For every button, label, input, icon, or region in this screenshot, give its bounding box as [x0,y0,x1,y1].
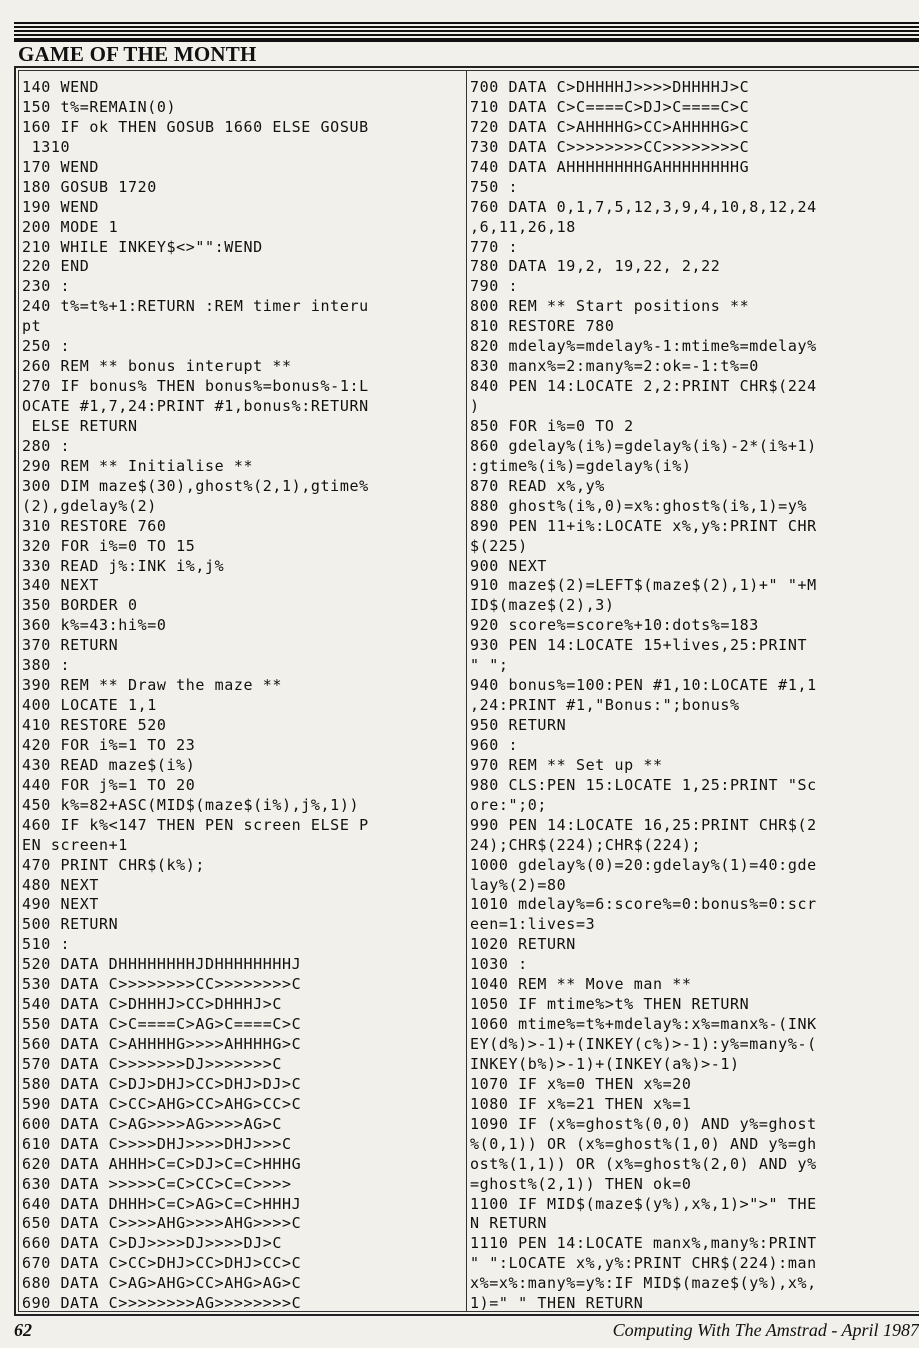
code-line: 580 DATA C>DJ>DHJ>CC>DHJ>DJ>C [22,1074,302,1093]
code-line: 470 PRINT CHR$(k%); [22,855,205,874]
code-line: 700 DATA C>DHHHHJ>>>>DHHHHJ>C [470,78,750,96]
code-line: 500 RETURN [22,915,119,934]
code-line: pt [22,317,42,336]
code-line: 430 READ maze$(i%) [22,755,196,774]
code-line: 970 REM ** Set up ** [470,755,663,774]
code-line: 480 NEXT [22,875,100,894]
code-line: 1080 IF x%=21 THEN x%=1 [470,1094,692,1113]
code-line: =ghost%(2,1)) THEN ok=0 [470,1174,692,1193]
code-line: 860 gdelay%(i%)=gdelay%(i%)-2*(i%+1) [470,436,817,455]
code-line: 190 WEND [22,197,100,216]
code-line: 350 BORDER 0 [22,596,138,615]
code-line: 960 : [470,735,519,754]
code-line: 490 NEXT [22,895,100,914]
code-line: 440 FOR j%=1 TO 20 [22,775,196,794]
code-line: 300 DIM maze$(30),ghost%(2,1),gtime% [22,476,369,495]
code-line: lay%(2)=80 [470,875,567,894]
code-listing-left [22,78,464,1314]
code-line: 560 DATA C>AHHHHG>>>>AHHHHG>C [22,1035,302,1053]
code-line: 390 REM ** Draw the maze ** [22,676,283,695]
code-line: 950 RETURN [470,716,567,734]
code-line: 1030 : [470,955,528,974]
code-line: 640 DATA DHHH>C=C>AG>C=C>HHHJ [22,1194,302,1213]
code-line: 1050 IF mtime%>t% THEN RETURN [470,995,750,1014]
code-line: x%=x%:many%=y%:IF MID$(maze$(y%),x%, [470,1274,817,1293]
code-line: 740 DATA AHHHHHHHHGAHHHHHHHHG [470,157,750,176]
code-line: 200 MODE 1 [22,217,119,236]
code-line: 230 : [22,277,71,296]
code-line: 820 mdelay%=mdelay%-1:mtime%=mdelay% [470,337,817,356]
code-line: 590 DATA C>CC>AHG>CC>AHG>CC>C [22,1094,302,1113]
code-line: ost%(1,1)) OR (x%=ghost%(2,0) AND y% [470,1154,817,1173]
code-line: 1040 REM ** Move man ** [470,975,692,994]
code-line: 830 manx%=2:many%=2:ok=-1:t%=0 [470,357,759,376]
code-line: 260 REM ** bonus interupt ** [22,357,292,376]
code-line: 600 DATA C>AG>>>>AG>>>>AG>C [22,1114,283,1133]
code-line: 1020 RETURN [470,935,576,954]
column-divider [466,70,467,1312]
code-line: 730 DATA C>>>>>>>>CC>>>>>>>>C [470,137,750,156]
header-rule-lines [14,22,919,40]
code-line: " "; [470,656,509,675]
code-line: EN screen+1 [22,835,128,854]
code-line: 220 END [22,257,90,276]
code-line: 770 : [470,237,519,256]
code-line: 450 k%=82+ASC(MID$(maze$(i%),j%,1)) [22,795,360,814]
code-line: 650 DATA C>>>>AHG>>>>AHG>>>>C [22,1214,302,1233]
code-line: ,24:PRINT #1,"Bonus:";bonus% [470,696,740,715]
code-line: 400 LOCATE 1,1 [22,696,157,715]
code-line: 720 DATA C>AHHHHG>CC>AHHHHG>C [470,117,750,136]
code-line: 380 : [22,656,71,675]
code-line: 920 score%=score%+10:dots%=183 [470,616,759,635]
code-line: een=1:lives=3 [470,915,596,934]
code-line: 1000 gdelay%(0)=20:gdelay%(1)=40:gde [470,855,817,874]
code-line: 870 READ x%,y% [470,476,605,495]
code-line: OCATE #1,7,24:PRINT #1,bonus%:RETURN [22,397,369,415]
code-line: 280 : [22,436,71,455]
code-line: " ":LOCATE x%,y%:PRINT CHR$(224):man [470,1254,817,1273]
code-line: %(0,1)) OR (x%=ghost%(1,0) AND y%=gh [470,1134,817,1153]
code-line: 710 DATA C>C====C>DJ>C====C>C [470,97,750,116]
code-line: 790 : [470,277,519,296]
code-line: 1090 IF (x%=ghost%(0,0) AND y%=ghost [470,1114,817,1133]
code-line: (2),gdelay%(2) [22,496,157,515]
code-line: 360 k%=43:hi%=0 [22,616,167,635]
code-line: 570 DATA C>>>>>>>DJ>>>>>>>C [22,1054,283,1073]
code-line: 990 PEN 14:LOCATE 16,25:PRINT CHR$(2 [470,815,817,834]
code-line: 1100 IF MID$(maze$(y%),x%,1)>">" THE [470,1194,817,1213]
code-line: 210 WHILE INKEY$<>"":WEND [22,237,263,256]
code-line: 880 ghost%(i%,0)=x%:ghost%(i%,1)=y% [470,496,808,515]
code-line: 410 RESTORE 520 [22,716,167,734]
code-line: 370 RETURN [22,636,119,655]
code-line: 840 PEN 14:LOCATE 2,2:PRINT CHR$(224 [470,377,817,396]
code-line: :gtime%(i%)=gdelay%(i%) [470,456,692,475]
code-line: 810 RESTORE 780 [470,317,615,336]
code-line: ,6,11,26,18 [470,217,576,236]
code-line: ELSE RETURN [22,416,138,435]
section-header: GAME OF THE MONTH [18,42,257,66]
code-line: 630 DATA >>>>>C=C>CC>C=C>>>> [22,1174,292,1193]
code-line: 980 CLS:PEN 15:LOCATE 1,25:PRINT "Sc [470,775,817,794]
code-line: 540 DATA C>DHHHJ>CC>DHHHJ>C [22,995,283,1014]
code-line: ore:";0; [470,795,548,814]
code-line: 24);CHR$(224);CHR$(224); [470,835,702,854]
code-line: 690 DATA C>>>>>>>>AG>>>>>>>>C [22,1294,302,1313]
code-line: 610 DATA C>>>>DHJ>>>>DHJ>>>C [22,1134,292,1153]
code-line: 1)=" " THEN RETURN [470,1294,644,1313]
code-line: 240 t%=t%+1:RETURN :REM timer interu [22,297,369,316]
code-line: 270 IF bonus% THEN bonus%=bonus%-1:L [22,377,369,396]
code-listing-right [470,78,919,1314]
code-line: 320 FOR i%=0 TO 15 [22,536,196,555]
code-line: 520 DATA DHHHHHHHHJDHHHHHHHHJ [22,955,302,974]
code-line: 1110 PEN 14:LOCATE manx%,many%:PRINT [470,1234,817,1253]
code-line: 900 NEXT [470,556,548,575]
code-line: 330 READ j%:INK i%,j% [22,556,225,575]
code-line: 290 REM ** Initialise ** [22,456,254,475]
code-line: 160 IF ok THEN GOSUB 1660 ELSE GOSUB [22,117,369,136]
code-line: 1010 mdelay%=6:score%=0:bonus%=0:scr [470,895,817,914]
code-line: 940 bonus%=100:PEN #1,10:LOCATE #1,1 [470,676,817,695]
code-line: 140 WEND [22,78,100,96]
code-line: 800 REM ** Start positions ** [470,297,750,316]
code-line: 530 DATA C>>>>>>>>CC>>>>>>>>C [22,975,302,994]
code-line: 680 DATA C>AG>AHG>CC>AHG>AG>C [22,1274,302,1293]
code-line: 550 DATA C>C====C>AG>C====C>C [22,1015,302,1034]
code-line: 1060 mtime%=t%+mdelay%:x%=manx%-(INK [470,1015,817,1034]
code-line: 180 GOSUB 1720 [22,177,157,196]
code-line: 170 WEND [22,157,100,176]
code-line: 930 PEN 14:LOCATE 15+lives,25:PRINT [470,636,808,655]
code-line: 780 DATA 19,2, 19,22, 2,22 [470,257,721,276]
code-line: 340 NEXT [22,576,100,595]
code-line: 1070 IF x%=0 THEN x%=20 [470,1074,692,1093]
code-line: ID$(maze$(2),3) [470,596,615,615]
code-line: 760 DATA 0,1,7,5,12,3,9,4,10,8,12,24 [470,197,817,216]
code-line: 910 maze$(2)=LEFT$(maze$(2),1)+" "+M [470,576,817,595]
code-line: 660 DATA C>DJ>>>>DJ>>>>DJ>C [22,1234,283,1253]
code-line: 1310 [22,137,71,156]
code-line: ) [470,397,480,415]
code-line: 620 DATA AHHH>C=C>DJ>C=C>HHHG [22,1154,302,1173]
code-line: EY(d%)>-1)+(INKEY(c%)>-1):y%=many%-( [470,1035,817,1053]
code-line: 150 t%=REMAIN(0) [22,97,177,116]
publication-footer: Computing With The Amstrad - April 1987 [612,1320,919,1340]
code-line: 750 : [470,177,519,196]
code-line: N RETURN [470,1214,548,1233]
code-line: 310 RESTORE 760 [22,516,167,535]
code-line: 510 : [22,935,71,954]
code-line: 670 DATA C>CC>DHJ>CC>DHJ>CC>C [22,1254,302,1273]
code-line: 890 PEN 11+i%:LOCATE x%,y%:PRINT CHR [470,516,817,535]
code-line: 250 : [22,337,71,356]
code-line: 850 FOR i%=0 TO 2 [470,416,634,435]
code-line: $(225) [470,536,528,555]
code-line: INKEY(b%)>-1)+(INKEY(a%)>-1) [470,1054,740,1073]
code-line: 460 IF k%<147 THEN PEN screen ELSE P [22,815,369,834]
code-line: 420 FOR i%=1 TO 23 [22,735,196,754]
page-number: 62 [14,1320,32,1340]
